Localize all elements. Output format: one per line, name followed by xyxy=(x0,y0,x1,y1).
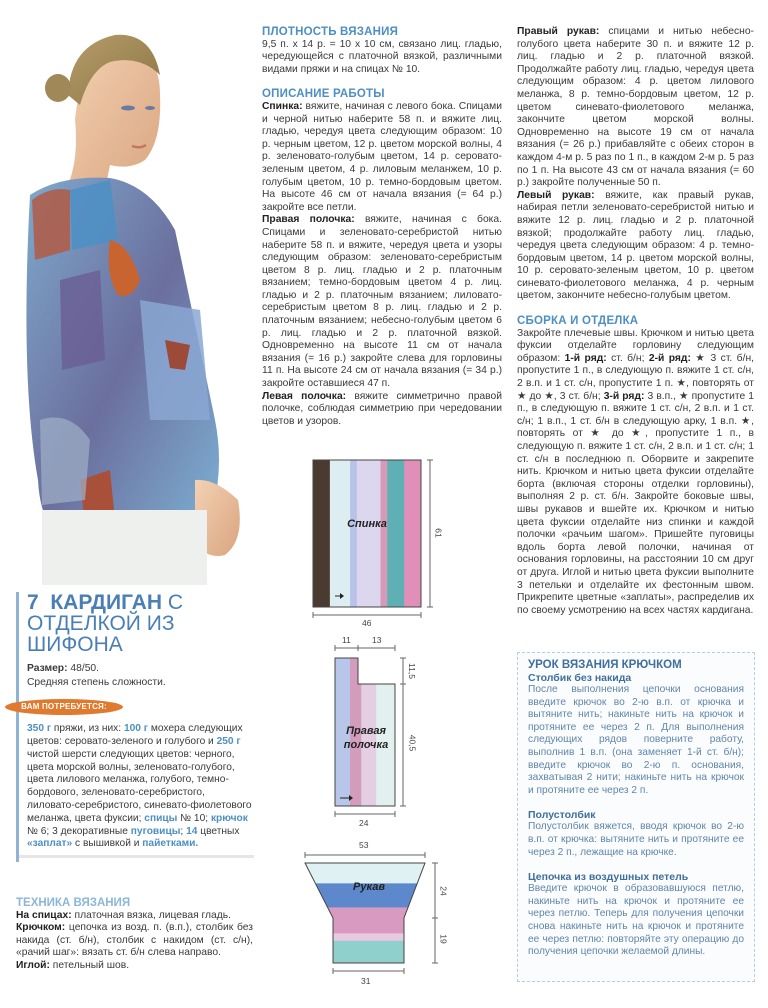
materials-divider xyxy=(19,855,254,858)
back-color-stripe xyxy=(387,460,404,607)
back-width-dim: 46 xyxy=(362,618,372,628)
back-color-stripe xyxy=(330,460,351,607)
material-text: чистой шерсти следующих цветов: черного, цвета морской волны, зеленовато-голубого, цвета лилового меланжа, голубого, темно-бордового, зеленовато-серебристого, лиловато-серебристого, синевато-фиолетового меланжа, цвета фуксии; xyxy=(27,748,252,824)
sleeve-color-band xyxy=(295,941,435,964)
sleeve-diagram-svg xyxy=(295,838,470,998)
front-body-height-dim: 40,5 xyxy=(407,734,418,752)
back-color-stripe xyxy=(350,460,357,607)
material-highlight: 350 г xyxy=(27,723,52,735)
back-diagram xyxy=(300,450,460,630)
technique-item xyxy=(16,910,253,923)
back-color-stripe xyxy=(404,460,421,607)
assembly-row-label: 2-й ряд: xyxy=(648,352,691,364)
material-text: ; xyxy=(180,825,187,837)
work-item-left-front xyxy=(262,391,502,429)
size-label: Размер: xyxy=(27,663,68,674)
pattern-title xyxy=(27,592,259,655)
assembly-text xyxy=(517,328,754,618)
sleeve-label: Правый рукав: xyxy=(517,26,600,37)
model-photo xyxy=(0,0,262,585)
size-line xyxy=(27,663,259,676)
back-color-stripe xyxy=(357,460,381,607)
pattern-title-main: КАРДИГАН xyxy=(50,591,162,614)
assembly-text-part: 3 в.п., ★ пропустите 1 п., в следующую п. вяжите 1 ст. с/н, 2 в.п. и 1 ст. с/н; 1 в.п., 1 ст. б/н в следующую арку, 1 в.п. ★, повторять от ★ до ★, пропустите 1 п., в следующую п. вяжите 1 ст. с/н, 2 в.п. и 1 ст. с/н; 1 ст. с/н в последнюю п. Оборвите и закрепите нить. Крючком и нитью цвета фуксии отделайте борта (включая стороны отделки горловины), выполняя 2 р. ст. б/н. Закройте боковые швы, швы рукавов и вшейте их. Крючком и нитью цвета фуксии отделайте низ спинки и каждой полочки «рачьим шагом». Пришейте пуговицы вдоль борта левой полочки, начиная от основания горловины, на расстоянии 10 см друг от друга. Иглой и нитью цвета фуксии выполните 3 петельки и отделайте их фестонным швом. Прикрепите цветные «заплаты», распределив их по своему усмотрению на всех частях кардигана. xyxy=(517,390,755,616)
material-highlight: спицы xyxy=(144,812,178,824)
lesson-section-text: После выполнения цепочки основания введите крючок во 2-ю в.п. от крючка и вытяните нить; накиньте нить на крючок и протяните ее через 2 п. Для выполнения следующих рядов поверните работу, выполнив 1 в.п. (она заменяет 1-й ст. б/н); введите крючок во 2-ю п. основания, захватывая 2 нити; накиньте нить на крючок и протяните ее через 2 п. xyxy=(528,684,744,796)
technique-section xyxy=(16,897,253,973)
density-heading: ПЛОТНОСТЬ ВЯЗАНИЯ xyxy=(262,26,399,38)
material-text: № 6; 3 декоративные xyxy=(27,825,131,837)
material-text: цветных xyxy=(197,825,240,837)
front-top-left-dim: 11 xyxy=(342,635,351,645)
lesson-section-text: Полустолбик вяжется, вводя крючок во 2-ю в.п. от крючка: вытяните нить и протяните ее через 2 п., лежащие на крючке. xyxy=(528,821,744,858)
front-diagram xyxy=(330,636,450,831)
back-label: Спинка xyxy=(347,518,387,530)
assembly-text-part: Закройте плечевые швы. Крючком и нитью цвета фуксии отделайте горловину следующим образом: xyxy=(517,327,754,364)
material-highlight: пуговицы xyxy=(130,825,181,837)
assembly-row-label: 3-й ряд: xyxy=(603,390,645,402)
pattern-title-rest: С ОТДЕЛКОЙ ИЗ ШИФОНА xyxy=(27,591,183,656)
technique-label: Иглой: xyxy=(16,959,50,971)
sleeve-text: спицами и нитью небесно-голубого цвета наберите 30 п. и вяжите 12 р. лиц. гладью и 2 р. платочной вязкой. Продолжайте работу лиц. гладью, чередуя цвета следующим образом: 4 р. цветом лилового меланжа, 8 р. темно-бордовым цветом, 12 р. цветом синевато-фиолетового меланжа, закончите цветом морской волны. Одновременно на высоте 19 см от начала вязания (= 26 р.) прибавляйте с обеих сторон в каждом 4-м р. 5 раз по 1 п., в каждом 2-м р. 5 раз по 1 п. На высоте 43 см от начала вязания (= 60 р.) закройте полученные 50 п. xyxy=(517,26,754,189)
material-text: № 10; xyxy=(177,812,211,824)
material-highlight: «заплат» xyxy=(27,838,73,850)
sleeve-item-right xyxy=(517,26,754,190)
lesson-section-title: Полустолбик xyxy=(528,809,596,822)
material-highlight: пайетками. xyxy=(142,838,199,850)
materials-badge: ВАМ ПОТРЕБУЕТСЯ: xyxy=(5,699,123,715)
materials-list xyxy=(27,723,253,851)
lesson-heading: УРОК ВЯЗАНИЯ КРЮЧКОМ xyxy=(528,659,682,671)
material-text: с вышивкой и xyxy=(72,838,143,850)
technique-text: петельный шов. xyxy=(49,959,130,971)
sleeve-lower-height-dim: 19 xyxy=(438,934,449,944)
material-highlight: крючок xyxy=(210,812,248,824)
material-highlight: 14 xyxy=(186,825,198,837)
work-label: Левая полочка: xyxy=(262,390,347,402)
density-text: 9,5 п. х 14 р. = 10 х 10 см, связано лиц. гладью, чередующейся с платочной вязкой, различными видами пряжи и на спицах № 10. xyxy=(262,38,502,75)
front-neck-height-dim: 11,5 xyxy=(406,663,417,679)
material-highlight: 100 г xyxy=(123,723,149,735)
assembly-row-label: 1-й ряд: xyxy=(564,352,607,364)
sleeve-label: Рукав xyxy=(353,881,385,893)
pattern-number: 7 xyxy=(27,591,39,614)
technique-label: На спицах: xyxy=(16,909,72,921)
work-text: вяжите, начиная с бока. Спицами и зеленовато-серебристой нитью наберите 58 п. и вяжите, чередуя цвета и узоры следующим образом: зеленовато-серебристым цветом 8 р. лиц. гладью и 2 р. платочным вязанием; темно-бордовым цветом 4 р. лиц. гладью и 2 р. платочным вязанием; лиловато-серебристым цветом 8 р. лиц. гладью и 2 р. платочным вязанием; небесно-голубым цветом 6 р. лиц. гладью и 2 р. платочной вязкой. Одновременно на высоте 11 см от начала вязания (= 16 р.) закройте слева для горловины 11 п. На высоте 24 см от начала вязания (= 34 р.) закройте оставшиеся 47 п. xyxy=(262,214,503,390)
assembly-text-part: ★ 3 ст. б/н, пропустите 1 п., в следующую п. вяжите 1 ст. с/н, 2 в.п. и 1 ст. с/н, пропустите 1 п. ★, повторять от ★ до ★, 3 ст. б/н; xyxy=(517,352,754,402)
material-text: пряжи, из них: xyxy=(51,723,124,735)
back-color-stripe xyxy=(381,460,388,607)
lesson-section-title: Столбик без накида xyxy=(528,672,632,684)
crochet-lesson-box xyxy=(517,652,755,982)
sleeve-color-band xyxy=(295,907,435,933)
assembly-text-part: ст. б/н; xyxy=(606,352,649,364)
front-label-line2: полочка xyxy=(343,739,389,751)
pattern-header xyxy=(16,592,259,862)
front-label-line1: Правая xyxy=(346,725,386,737)
back-color-stripe xyxy=(313,460,330,607)
sleeve-item-left xyxy=(517,190,754,303)
work-label: Спинка: xyxy=(262,100,303,112)
lesson-section-text: Введите крючок в образовавшуюся петлю, накиньте нить на крючок и протяните ее через петлю. Теперь для получения цепочки снова накиньте нить на крючок и протяните ее через петлю: повторяйте эту операцию до получения цепочки желаемой длины. xyxy=(528,883,744,958)
back-diagram-svg xyxy=(300,450,460,630)
technique-text: цепочка из возд. п. (в.п.), столбик без накида (ст. б/н), столбик с накидом (ст. с/н), «рачий шаг»: вязать ст. б/н слева направо. xyxy=(16,922,253,959)
column-density-work xyxy=(262,26,502,428)
sleeve-bottom-dim: 31 xyxy=(361,976,371,986)
work-item-right-front xyxy=(262,214,502,390)
sleeve-label: Левый рукав: xyxy=(517,189,595,201)
lesson-section-title: Цепочка из воздушных петель xyxy=(528,871,689,884)
work-text: вяжите симметрично правой полочке, соблюдая симметрию при чередовании цветов и узоров. xyxy=(262,390,502,427)
technique-heading: ТЕХНИКА ВЯЗАНИЯ xyxy=(16,897,131,909)
technique-item xyxy=(16,922,253,960)
sleeve-color-band xyxy=(295,933,435,941)
technique-label: Крючком: xyxy=(16,922,66,934)
back-height-dim: 61 xyxy=(433,528,444,538)
material-highlight: 250 г xyxy=(216,735,241,747)
technique-item xyxy=(16,960,253,973)
sleeve-top-dim: 53 xyxy=(359,840,369,850)
technique-text: платочная вязка, лицевая гладь. xyxy=(71,909,232,921)
difficulty-text: Средняя степень сложности. xyxy=(27,676,166,688)
front-diagram-svg xyxy=(330,636,450,826)
work-item-back xyxy=(262,101,502,214)
work-heading: ОПИСАНИЕ РАБОТЫ xyxy=(262,88,385,101)
front-bottom-dim: 24 xyxy=(359,818,369,828)
column-sleeves-assembly xyxy=(517,26,754,617)
work-text: вяжите, начиная с левого бока. Спицами и черной нитью наберите 58 п. и вяжите лиц. гладью, чередуя цвета следующим образом: 10 р. черным цветом, 12 р. цветом морской волны, 4 р. зеленовато-голубым цветом, 14 р. серовато-зеленым цветом, 4 р. лиловым меланжем, 10 р. голубым цветом, 10 р. темно-бордовым цветом. На высоте 46 см от начала вязания (= 64 р.) закройте все петли. xyxy=(262,100,502,213)
material-text: мохера следующих цветов: серовато-зеленого и голубого и xyxy=(27,723,243,747)
front-top-right-dim: 13 xyxy=(372,635,382,645)
sleeve-text: вяжите, как правый рукав, набирая петли зеленовато-серебристой нитью и вяжите 12 р. лиц. гладью и 2 р. платочной вязкой; продолжайте работу лиц. гладью, чередуя цвета следующим образом: 4 р. темно-бордовым цветом, 14 р. цветом морской волны, 10 р. серовато-зеленым цветом, 10 р. цветом синевато-фиолетового меланжа, 4 р. черным цветом, закончите небесно-голубым цветом. xyxy=(517,189,754,302)
sleeve-upper-height-dim: 24 xyxy=(438,886,449,896)
size-value: 48/50. xyxy=(67,663,100,674)
assembly-heading: СБОРКА И ОТДЕЛКА xyxy=(517,315,639,328)
sleeve-diagram xyxy=(295,838,470,998)
work-label: Правая полочка: xyxy=(262,214,355,226)
